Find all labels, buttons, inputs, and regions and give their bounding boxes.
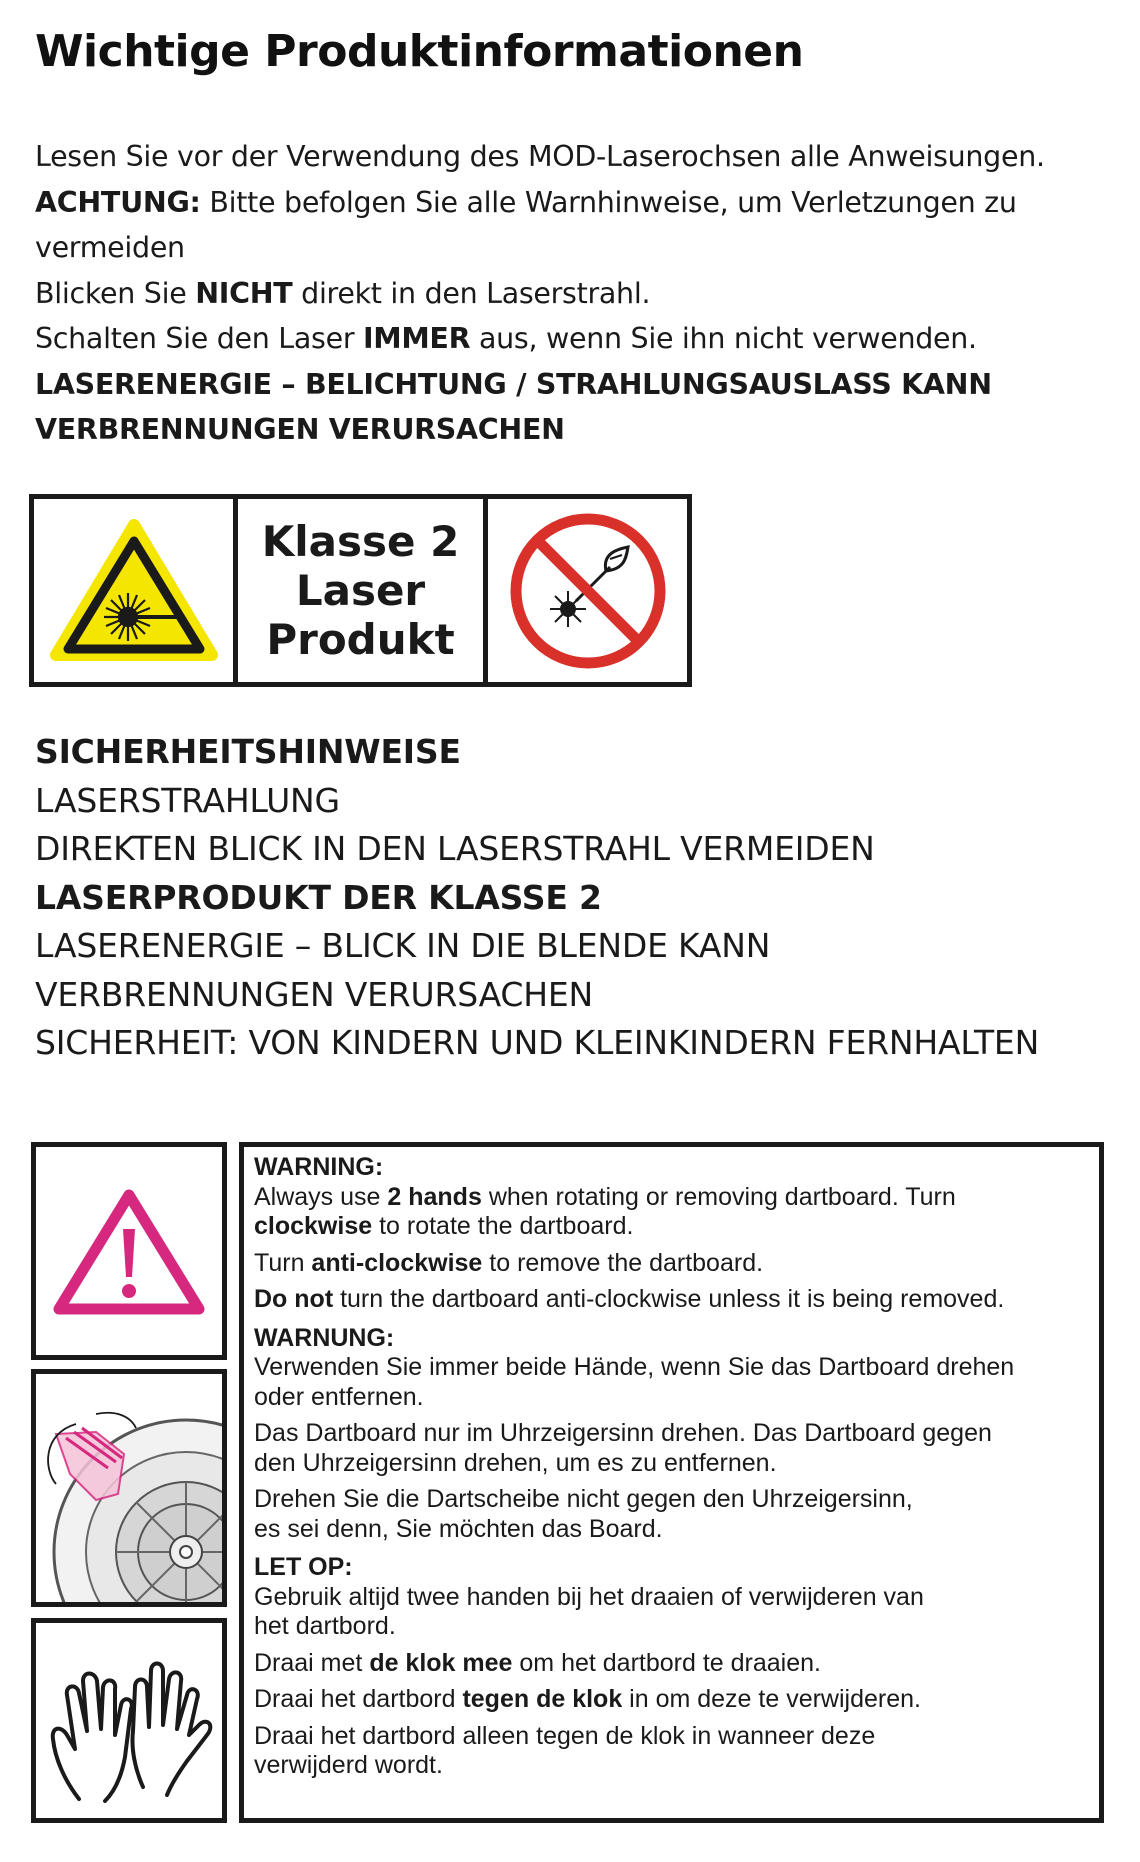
no-stare-cell [488, 499, 687, 682]
laser-hazard-cell [34, 499, 238, 682]
safety-line: DIREKTEN BLICK IN DEN LASERSTRAHL VERMEIDEN [35, 829, 875, 868]
dartboard-rotate-box [31, 1369, 227, 1607]
intro-line-3: vermeiden [35, 231, 185, 264]
safety-line: LASERSTRAHLUNG [35, 780, 340, 820]
intro-line-1: Lesen Sie vor der Verwendung des MOD-Laserochsen alle Anweisungen. [35, 140, 1045, 173]
two-hands-box [31, 1618, 227, 1823]
dartboard-rotation-icon [36, 1374, 222, 1602]
laser-class-cell [238, 499, 488, 682]
warning-nl-p4: Draai het dartbord alleen tegen de klok in wanneer deze verwijderd wordt. [254, 1721, 876, 1779]
intro-line-7: VERBRENNUNGEN VERURSACHEN [35, 413, 565, 446]
laser-hazard-icon [48, 517, 220, 665]
warning-de-p3: Drehen Sie die Dartscheibe nicht gegen den Uhrzeigersinn, es sei denn, Sie möchten das Board. [254, 1485, 913, 1543]
warning-nl-p1: Gebruik altijd twee handen bij het draaien of verwijderen van het dartbord. [254, 1582, 924, 1640]
safety-line: VERBRENNUNGEN VERURSACHEN [35, 974, 593, 1014]
warning-en-heading: WARNING: [254, 1153, 384, 1181]
warning-en-p3: Do not turn the dartboard anti-clockwise unless it is being removed. [254, 1285, 1005, 1313]
laser-label-row [29, 494, 692, 687]
safety-line: LASERENERGIE – BLICK IN DIE BLENDE KANN [35, 926, 771, 965]
warning-en-p2: Turn anti-clockwise to remove the dartboard. [254, 1248, 764, 1277]
intro-line-4: Blicken Sie NICHT direkt in den Laserstrahl. [35, 276, 651, 310]
warning-triangle-icon [49, 1181, 209, 1321]
no-eye-exposure-icon [506, 509, 670, 673]
warning-de-heading: WARNUNG: [254, 1323, 395, 1352]
safety-line: SICHERHEIT: VON KINDERN UND KLEINKINDERN FERNHALTEN [35, 1023, 1040, 1062]
intro-line-6: LASERENERGIE – BELICHTUNG / STRAHLUNGSAUSLASS KANN [35, 367, 992, 401]
intro-text [35, 134, 1135, 453]
warning-en-p1: Always use 2 hands when rotating or removing dartboard. Turn clockwise to rotate the dartboard. [254, 1182, 956, 1240]
warning-nl-p2: Draai met de klok mee om het dartbord te draaien. [254, 1648, 821, 1677]
warning-text-box [239, 1142, 1104, 1823]
achtung-label: ACHTUNG: [35, 185, 201, 219]
intro-line-5: Schalten Sie den Laser IMMER aus, wenn Sie ihn nicht verwenden. [35, 322, 977, 355]
warning-icon-box [31, 1142, 227, 1360]
safety-notes [35, 728, 1135, 1068]
warning-nl-heading: LET OP: [254, 1553, 353, 1581]
page-title: Wichtige Produktinformationen [35, 26, 804, 77]
laser-class-line-3: Produkt [266, 615, 455, 664]
two-hands-icon [39, 1631, 219, 1811]
warning-de-p1: Verwenden Sie immer beide Hände, wenn Sie das Dartboard drehen oder entfernen. [254, 1353, 1015, 1411]
laser-class-line-2: Laser [295, 566, 426, 615]
laser-class-line-1: Klasse 2 [261, 517, 460, 566]
safety-heading: SICHERHEITSHINWEISE [35, 732, 461, 771]
intro-line-2: ACHTUNG: Bitte befolgen Sie alle Warnhinweise, um Verletzungen zu [35, 185, 1017, 219]
safety-line-bold: LASERPRODUKT DER KLASSE 2 [35, 877, 602, 917]
warning-de-p2: Das Dartboard nur im Uhrzeigersinn drehen. Das Dartboard gegen den Uhrzeigersinn drehen, um es zu entfernen. [254, 1419, 992, 1477]
warning-nl-p3: Draai het dartbord tegen de klok in om deze te verwijderen. [254, 1685, 921, 1713]
